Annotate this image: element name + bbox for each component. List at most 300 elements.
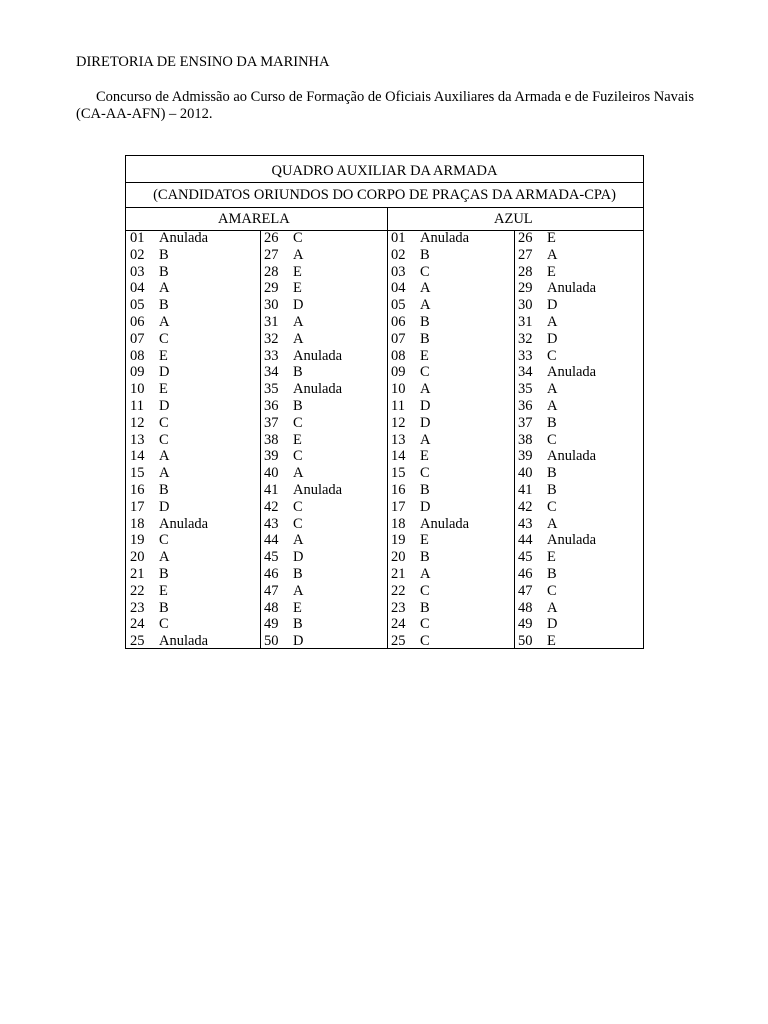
version-header-amarela: AMARELA	[218, 211, 290, 227]
answer-row	[391, 331, 469, 348]
question-number: 47	[264, 582, 279, 599]
question-number: 05	[130, 297, 145, 314]
question-number: 46	[518, 565, 533, 582]
answer-row	[391, 616, 469, 633]
question-number: 09	[130, 364, 145, 381]
question-number: 10	[130, 381, 145, 398]
answer-row	[518, 566, 596, 583]
answer-value: C	[547, 347, 557, 364]
answer-value: A	[159, 313, 170, 330]
answer-row	[518, 499, 596, 516]
answer-row	[391, 566, 469, 583]
answer-row	[130, 415, 208, 432]
question-number: 37	[518, 414, 533, 431]
answer-value: Anulada	[420, 230, 470, 246]
answer-row	[264, 381, 342, 398]
answer-row	[391, 432, 469, 449]
question-number: 04	[130, 280, 145, 297]
question-number: 11	[391, 397, 405, 414]
answer-row	[391, 230, 469, 247]
answer-row	[518, 415, 596, 432]
answer-row	[130, 348, 208, 365]
answer-row	[518, 230, 596, 247]
question-number: 21	[391, 565, 406, 582]
question-number: 06	[391, 313, 406, 330]
question-number: 39	[264, 448, 279, 465]
answer-row	[264, 348, 342, 365]
question-number: 44	[264, 532, 279, 549]
answer-value: A	[159, 448, 170, 465]
answer-value: D	[293, 297, 304, 314]
answer-value: B	[159, 565, 169, 582]
answer-value: B	[420, 330, 430, 347]
answer-row	[391, 314, 469, 331]
question-number: 38	[264, 431, 279, 448]
answer-value: D	[547, 616, 558, 633]
question-number: 36	[264, 397, 279, 414]
question-number: 12	[130, 414, 145, 431]
answer-value: D	[293, 549, 304, 566]
answer-value: C	[293, 448, 303, 465]
answer-row	[391, 516, 469, 533]
answer-value: B	[547, 565, 557, 582]
question-number: 25	[391, 633, 406, 650]
answer-value: C	[293, 414, 303, 431]
answer-value: B	[420, 481, 430, 498]
question-number: 43	[264, 515, 279, 532]
answer-row	[518, 280, 596, 297]
answer-value: D	[547, 297, 558, 314]
answer-value: A	[547, 246, 558, 263]
question-number: 34	[264, 364, 279, 381]
answer-row	[130, 616, 208, 633]
answer-row	[264, 230, 342, 247]
answer-row	[391, 264, 469, 281]
answer-value: C	[420, 263, 430, 280]
answer-value: A	[547, 515, 558, 532]
question-number: 25	[130, 633, 145, 650]
answer-value: C	[420, 364, 430, 381]
azul-answers-26-50	[518, 230, 596, 650]
answer-row	[264, 600, 342, 617]
answer-row	[264, 247, 342, 264]
azul-column-divider	[514, 230, 515, 648]
answer-row	[130, 364, 208, 381]
answer-value: C	[547, 431, 557, 448]
question-number: 42	[518, 498, 533, 515]
subtitle-divider	[126, 207, 643, 208]
answer-value: B	[159, 599, 169, 616]
answer-value: A	[420, 280, 431, 297]
answer-row	[130, 297, 208, 314]
question-number: 08	[130, 347, 145, 364]
answer-row	[130, 482, 208, 499]
answer-row	[130, 381, 208, 398]
question-number: 49	[264, 616, 279, 633]
answer-value: E	[159, 347, 168, 364]
answer-row	[264, 314, 342, 331]
question-number: 40	[518, 465, 533, 482]
answer-row	[264, 499, 342, 516]
answer-row	[391, 280, 469, 297]
answer-row	[391, 499, 469, 516]
table-title: QUADRO AUXILIAR DA ARMADA	[271, 163, 498, 179]
answer-value: C	[293, 230, 303, 246]
answer-value: Anulada	[293, 481, 343, 498]
answer-row	[518, 264, 596, 281]
answer-value: B	[159, 297, 169, 314]
answer-row	[130, 432, 208, 449]
answer-row	[264, 583, 342, 600]
answer-value: Anulada	[547, 532, 597, 549]
answer-row	[518, 448, 596, 465]
answer-row	[130, 499, 208, 516]
answer-value: C	[420, 582, 430, 599]
answer-value: C	[547, 498, 557, 515]
question-number: 42	[264, 498, 279, 515]
answer-value: D	[159, 364, 170, 381]
question-number: 10	[391, 381, 406, 398]
answer-value: B	[420, 313, 430, 330]
answer-value: B	[159, 481, 169, 498]
question-number: 39	[518, 448, 533, 465]
answer-row	[130, 247, 208, 264]
answer-value: E	[293, 599, 302, 616]
question-number: 13	[391, 431, 406, 448]
answer-row	[518, 633, 596, 650]
answer-value: D	[159, 498, 170, 515]
answer-value: E	[547, 230, 556, 246]
question-number: 28	[518, 263, 533, 280]
question-number: 47	[518, 582, 533, 599]
answer-value: E	[293, 280, 302, 297]
answer-value: E	[547, 549, 556, 566]
answer-row	[264, 264, 342, 281]
azul-answers-1-25	[391, 230, 469, 650]
question-number: 30	[518, 297, 533, 314]
answer-row	[130, 398, 208, 415]
answer-value: E	[420, 347, 429, 364]
answer-value: A	[547, 381, 558, 398]
answer-value: D	[159, 397, 170, 414]
answer-value: B	[420, 549, 430, 566]
amarela-answers-26-50	[264, 230, 342, 650]
answer-value: A	[420, 297, 431, 314]
question-number: 18	[391, 515, 406, 532]
answer-value: B	[159, 246, 169, 263]
answer-value: Anulada	[547, 280, 597, 297]
question-number: 46	[264, 565, 279, 582]
question-number: 41	[264, 481, 279, 498]
answer-value: A	[293, 246, 304, 263]
answer-value: Anulada	[547, 364, 597, 381]
answer-row	[264, 532, 342, 549]
question-number: 34	[518, 364, 533, 381]
answer-value: A	[293, 582, 304, 599]
amarela-answers-1-25	[130, 230, 208, 650]
answer-row	[391, 583, 469, 600]
answer-row	[391, 600, 469, 617]
answer-row	[518, 482, 596, 499]
answer-row	[518, 583, 596, 600]
answer-row	[518, 532, 596, 549]
answer-row	[518, 331, 596, 348]
answer-row	[264, 448, 342, 465]
answer-value: C	[420, 465, 430, 482]
answer-row	[264, 633, 342, 650]
question-number: 11	[130, 397, 144, 414]
answer-row	[130, 280, 208, 297]
question-number: 18	[130, 515, 145, 532]
answer-row	[391, 398, 469, 415]
question-number: 27	[264, 246, 279, 263]
answer-row	[130, 549, 208, 566]
answer-row	[391, 381, 469, 398]
question-number: 27	[518, 246, 533, 263]
question-number: 17	[130, 498, 145, 515]
answer-value: E	[420, 448, 429, 465]
answer-value: D	[420, 397, 431, 414]
question-number: 45	[518, 549, 533, 566]
answer-value: D	[293, 633, 304, 650]
question-number: 04	[391, 280, 406, 297]
answer-row	[391, 415, 469, 432]
question-number: 07	[130, 330, 145, 347]
answer-row	[264, 398, 342, 415]
question-number: 23	[391, 599, 406, 616]
question-number: 48	[518, 599, 533, 616]
answer-value: B	[420, 599, 430, 616]
question-number: 50	[264, 633, 279, 650]
answer-row	[518, 247, 596, 264]
title-divider	[126, 182, 643, 183]
question-number: 33	[518, 347, 533, 364]
answer-row	[391, 532, 469, 549]
answer-row	[264, 432, 342, 449]
answer-row	[130, 448, 208, 465]
answer-value: A	[159, 465, 170, 482]
question-number: 14	[391, 448, 406, 465]
question-number: 26	[264, 230, 279, 246]
answer-value: C	[547, 582, 557, 599]
question-number: 17	[391, 498, 406, 515]
question-number: 01	[391, 230, 406, 246]
answer-row	[518, 465, 596, 482]
answer-value: Anulada	[159, 230, 209, 246]
answer-row	[518, 314, 596, 331]
question-number: 12	[391, 414, 406, 431]
answer-value: B	[293, 616, 303, 633]
version-header-azul: AZUL	[494, 211, 533, 227]
answer-value: D	[420, 414, 431, 431]
question-number: 03	[391, 263, 406, 280]
answer-value: E	[293, 431, 302, 448]
question-number: 45	[264, 549, 279, 566]
answer-value: B	[547, 465, 557, 482]
answer-row	[264, 364, 342, 381]
question-number: 26	[518, 230, 533, 246]
answer-row	[264, 566, 342, 583]
answer-row	[264, 482, 342, 499]
answer-row	[264, 465, 342, 482]
answer-row	[130, 314, 208, 331]
question-number: 50	[518, 633, 533, 650]
answer-row	[391, 348, 469, 365]
answer-row	[130, 532, 208, 549]
answer-key-table	[125, 155, 644, 649]
answer-value: Anulada	[420, 515, 470, 532]
answer-row	[130, 264, 208, 281]
table-subtitle: (CANDIDATOS ORIUNDOS DO CORPO DE PRAÇAS DA ARMADA-CPA)	[153, 187, 616, 203]
answer-row	[391, 482, 469, 499]
answer-value: Anulada	[293, 381, 343, 398]
answer-row	[518, 381, 596, 398]
question-number: 02	[391, 246, 406, 263]
answer-value: B	[293, 565, 303, 582]
answer-value: E	[293, 263, 302, 280]
answer-row	[130, 566, 208, 583]
question-number: 40	[264, 465, 279, 482]
question-number: 23	[130, 599, 145, 616]
question-number: 44	[518, 532, 533, 549]
answer-value: A	[293, 532, 304, 549]
answer-row	[518, 600, 596, 617]
question-number: 24	[391, 616, 406, 633]
answer-row	[391, 364, 469, 381]
answer-row	[130, 583, 208, 600]
question-number: 36	[518, 397, 533, 414]
question-number: 32	[264, 330, 279, 347]
answer-value: D	[420, 498, 431, 515]
answer-value: A	[420, 565, 431, 582]
answer-row	[130, 230, 208, 247]
question-number: 48	[264, 599, 279, 616]
answer-value: E	[547, 633, 556, 650]
answer-value: C	[293, 498, 303, 515]
version-divider	[387, 207, 388, 648]
answer-value: A	[547, 313, 558, 330]
answer-row	[264, 331, 342, 348]
answer-value: B	[547, 481, 557, 498]
institution-heading: DIRETORIA DE ENSINO DA MARINHA	[76, 54, 330, 70]
answer-value: A	[547, 397, 558, 414]
answer-row	[391, 633, 469, 650]
question-number: 06	[130, 313, 145, 330]
answer-row	[518, 516, 596, 533]
question-number: 20	[130, 549, 145, 566]
question-number: 14	[130, 448, 145, 465]
answer-value: E	[159, 381, 168, 398]
question-number: 19	[130, 532, 145, 549]
question-number: 31	[518, 313, 533, 330]
question-number: 05	[391, 297, 406, 314]
answer-row	[130, 465, 208, 482]
answer-value: A	[293, 465, 304, 482]
answer-row	[264, 616, 342, 633]
answer-row	[264, 297, 342, 314]
question-number: 22	[130, 582, 145, 599]
answer-value: A	[547, 599, 558, 616]
answer-row	[391, 465, 469, 482]
question-number: 38	[518, 431, 533, 448]
answer-row	[391, 297, 469, 314]
answer-value: Anulada	[159, 633, 209, 650]
question-number: 19	[391, 532, 406, 549]
question-number: 37	[264, 414, 279, 431]
answer-value: C	[159, 532, 169, 549]
question-number: 02	[130, 246, 145, 263]
answer-value: A	[159, 280, 170, 297]
question-number: 31	[264, 313, 279, 330]
question-number: 15	[130, 465, 145, 482]
answer-value: B	[293, 364, 303, 381]
answer-value: E	[159, 582, 168, 599]
answer-value: E	[547, 263, 556, 280]
question-number: 35	[264, 381, 279, 398]
answer-row	[518, 297, 596, 314]
answer-value: A	[159, 549, 170, 566]
question-number: 09	[391, 364, 406, 381]
question-number: 43	[518, 515, 533, 532]
answer-row	[391, 549, 469, 566]
answer-value: C	[420, 633, 430, 650]
answer-value: A	[420, 431, 431, 448]
answer-value: C	[420, 616, 430, 633]
answer-row	[518, 348, 596, 365]
question-number: 35	[518, 381, 533, 398]
question-number: 33	[264, 347, 279, 364]
answer-row	[264, 280, 342, 297]
answer-row	[518, 364, 596, 381]
answer-value: E	[420, 532, 429, 549]
answer-value: Anulada	[293, 347, 343, 364]
answer-value: D	[547, 330, 558, 347]
answer-row	[130, 516, 208, 533]
question-number: 21	[130, 565, 145, 582]
question-number: 30	[264, 297, 279, 314]
question-number: 24	[130, 616, 145, 633]
answer-row	[264, 516, 342, 533]
answer-value: A	[420, 381, 431, 398]
answer-row	[518, 432, 596, 449]
question-number: 08	[391, 347, 406, 364]
question-number: 22	[391, 582, 406, 599]
answer-value: B	[420, 246, 430, 263]
answer-value: Anulada	[159, 515, 209, 532]
answer-row	[518, 616, 596, 633]
question-number: 29	[518, 280, 533, 297]
question-number: 49	[518, 616, 533, 633]
answer-value: A	[293, 330, 304, 347]
question-number: 32	[518, 330, 533, 347]
answer-row	[391, 247, 469, 264]
question-number: 07	[391, 330, 406, 347]
answer-value: B	[293, 397, 303, 414]
answer-value: C	[159, 414, 169, 431]
question-number: 29	[264, 280, 279, 297]
answer-value: Anulada	[547, 448, 597, 465]
question-number: 20	[391, 549, 406, 566]
question-number: 01	[130, 230, 145, 246]
answer-row	[130, 600, 208, 617]
answer-row	[391, 448, 469, 465]
answer-value: C	[159, 616, 169, 633]
answer-value: B	[547, 414, 557, 431]
answer-row	[518, 398, 596, 415]
question-number: 03	[130, 263, 145, 280]
answer-row	[130, 633, 208, 650]
answer-value: A	[293, 313, 304, 330]
